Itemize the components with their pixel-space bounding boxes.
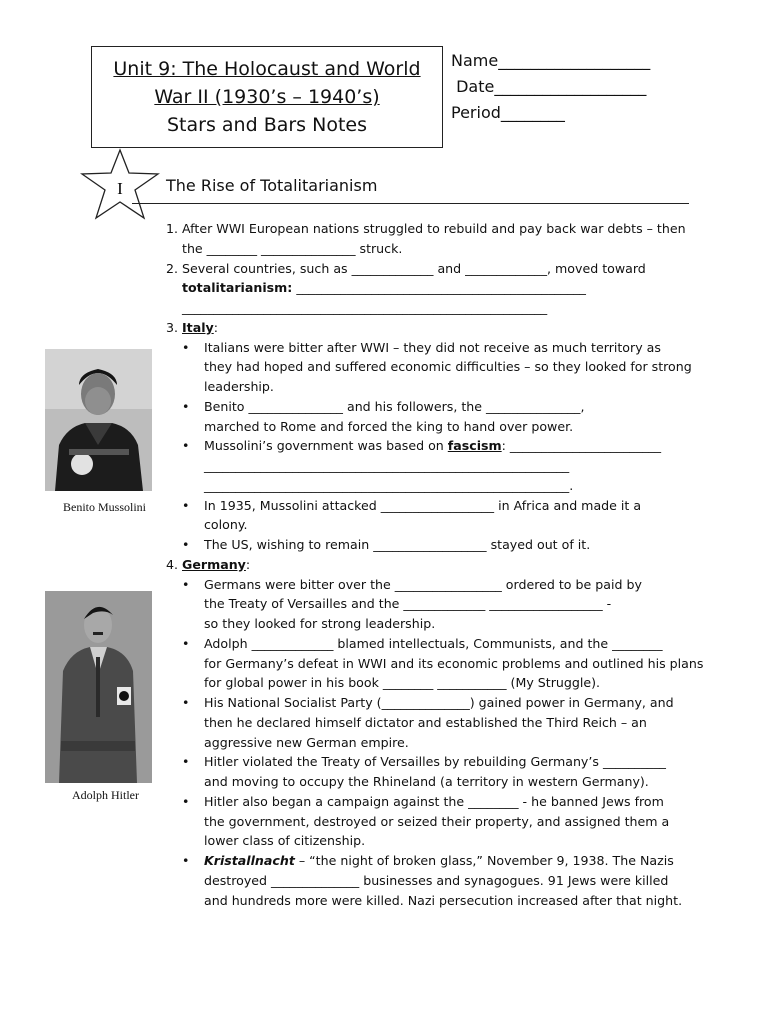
section-divider <box>132 203 689 204</box>
term-kristallnacht: Kristallnacht <box>204 853 295 868</box>
bullet: • <box>182 537 190 552</box>
line: Italy: <box>182 319 218 335</box>
bullet: • <box>182 635 190 651</box>
item-number: 4. <box>165 556 178 572</box>
bullet: • <box>182 754 190 770</box>
bullet: • <box>182 793 190 809</box>
period-field[interactable]: Period________ <box>451 103 565 122</box>
bullet: • <box>182 398 190 414</box>
name-field[interactable]: Name___________________ <box>451 51 651 70</box>
section-title: The Rise of Totalitarianism <box>166 176 378 195</box>
line: totalitarianism: ______________________________________________ <box>182 280 586 296</box>
hitler-photo <box>45 591 152 783</box>
item-number: 3. <box>165 319 178 335</box>
bullet-item: • Hitler also began a campaign against the ________ - he banned Jews from the government, destroyed or seized their property, and assigned them a lower class of citizenship. <box>182 793 670 849</box>
item-number: 1. <box>165 221 178 236</box>
line: the ________ _______________ struck. <box>182 240 403 256</box>
list-item <box>152 219 717 259</box>
bullet: • <box>182 339 190 355</box>
title-line-1: Unit 9: The Holocaust and World <box>113 58 421 80</box>
bullet: • <box>182 695 190 710</box>
star-icon <box>78 148 162 220</box>
bullet-item: • Adolph _____________ blamed intellectuals, Communists, and the ________ for Germany’s defeat in WWI and its economic problems and outlined his plans for global power in his book ________ ___________ (My Struggle). <box>182 635 704 691</box>
bullet-item: • Kristallnacht – “the night of broken glass,” November 9, 1938. The Nazis destroyed ______________ businesses and synagogues. 91 Jews were killed and hundreds more were killed. Nazi persecution increased after that night. <box>182 853 683 908</box>
heading-italy: Italy <box>182 319 214 335</box>
mussolini-photo <box>45 349 152 491</box>
bullet-item: • His National Socialist Party (______________) gained power in Germany, and then he declared himself dictator and established the Third Reich – an aggressive new German empire. <box>182 695 674 750</box>
section-numeral: I <box>117 179 123 198</box>
bullet-item: • Mussolini’s government was based on fascism: ________________________ __________________________________________________________ __________________________________________________________. <box>182 438 662 493</box>
line: Germany: <box>182 556 251 572</box>
title-line-2: War II (1930’s – 1940’s) <box>154 86 380 108</box>
bullet-item: • The US, wishing to remain __________________ stayed out of it. <box>152 535 717 555</box>
bullet: • <box>182 853 190 868</box>
item-number: 2. <box>165 260 178 276</box>
mussolini-caption: Benito Mussolini <box>63 500 147 514</box>
student-info <box>451 48 650 126</box>
bullet: • <box>182 438 190 454</box>
bullet-item: • Germans were bitter over the _________________ ordered to be paid by the Treaty of Versailles and the _____________ __________________ - so they looked for strong leadership. <box>182 576 642 631</box>
title-line-3: Stars and Bars Notes <box>167 114 367 136</box>
list-item <box>152 555 717 575</box>
bullet: • <box>182 576 190 592</box>
term-fascism: fascism <box>447 438 502 454</box>
line: After WWI European nations struggled to rebuild and pay back war debts – then <box>182 221 686 236</box>
line: Several countries, such as _____________ and _____________, moved toward <box>182 260 646 276</box>
list-item <box>152 259 717 318</box>
heading-germany: Germany <box>182 556 246 572</box>
term-totalitarianism: totalitarianism: <box>182 280 293 296</box>
bullet-item: • Benito _______________ and his followers, the _______________, marched to Rome and forced the king to hand over power. <box>182 398 585 434</box>
bullet: • <box>182 497 190 513</box>
notes-content <box>152 219 717 910</box>
date-field[interactable]: Date___________________ <box>451 77 647 96</box>
line: __________________________________________________________ <box>182 300 548 315</box>
bullet-item: • Hitler violated the Treaty of Versailles by rebuilding Germany’s __________ and moving to occupy the Rhineland (a territory in western Germany). <box>182 754 666 789</box>
list-item <box>152 318 717 338</box>
title-box <box>91 46 443 148</box>
bullet-item: • Italians were bitter after WWI – they did not receive as much territory as they had hoped and suffered economic difficulties – so they looked for strong leadership. <box>182 339 692 394</box>
hitler-caption: Adolph Hitler <box>72 788 139 802</box>
bullet-item: • In 1935, Mussolini attacked __________________ in Africa and made it a colony. <box>182 497 642 533</box>
